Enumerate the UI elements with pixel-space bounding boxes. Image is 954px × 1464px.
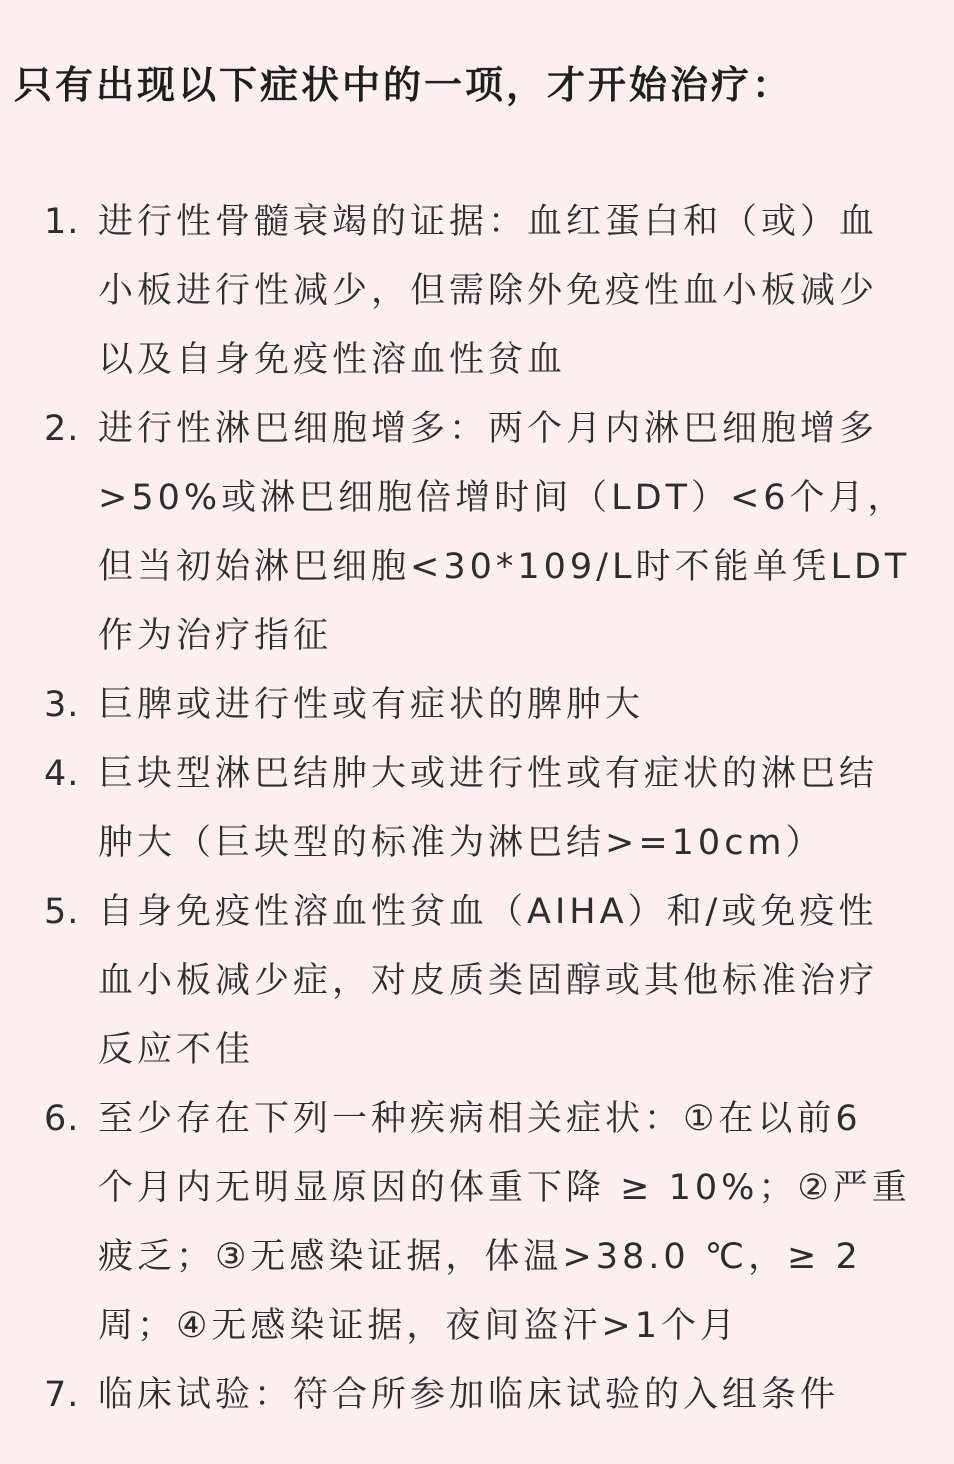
- list-item: [0, 188, 954, 395]
- list-item: [0, 395, 954, 671]
- item-text: 进行性骨髓衰竭的证据：血红蛋白和（或）血小板进行性减少，但需除外免疫性血小板减少以及自身免疫性溶血性贫血: [98, 202, 879, 380]
- treatment-criteria-list: [0, 188, 954, 1430]
- item-number: 2.: [44, 409, 80, 449]
- item-text: 进行性淋巴细胞增多：两个月内淋巴细胞增多>50%或淋巴细胞倍增时间（LDT）<6个月，但当初始淋巴细胞<30*109/L时不能单凭LDT作为治疗指征: [98, 409, 911, 656]
- page-heading: 只有出现以下症状中的一项，才开始治疗：: [14, 63, 794, 107]
- list-item: [0, 740, 954, 878]
- item-number: 1.: [44, 202, 80, 242]
- list-item: [0, 1085, 954, 1361]
- item-number: 4.: [44, 754, 80, 794]
- item-text: 临床试验：符合所参加临床试验的入组条件: [98, 1375, 840, 1415]
- item-text: 自身免疫性溶血性贫血（AIHA）和/或免疫性血小板减少症，对皮质类固醇或其他标准治疗反应不佳: [98, 892, 879, 1070]
- item-number: 3.: [44, 685, 80, 725]
- item-text: 巨块型淋巴结肿大或进行性或有症状的淋巴结肿大（巨块型的标准为淋巴结>=10cm）: [98, 754, 879, 863]
- item-number: 7.: [44, 1375, 80, 1415]
- item-number: 5.: [44, 892, 80, 932]
- item-text: 至少存在下列一种疾病相关症状：①在以前6 个月内无明显原因的体重下降 ≥ 10%；②严重疲乏；③无感染证据，体温>38.0 ℃，≥ 2 周；④无感染证据，夜间盗汗>1个月: [98, 1099, 911, 1346]
- list-item: [0, 671, 954, 740]
- item-text: 巨脾或进行性或有症状的脾肿大: [98, 685, 645, 725]
- list-item: [0, 878, 954, 1085]
- item-number: 6.: [44, 1099, 80, 1139]
- list-item: [0, 1361, 954, 1430]
